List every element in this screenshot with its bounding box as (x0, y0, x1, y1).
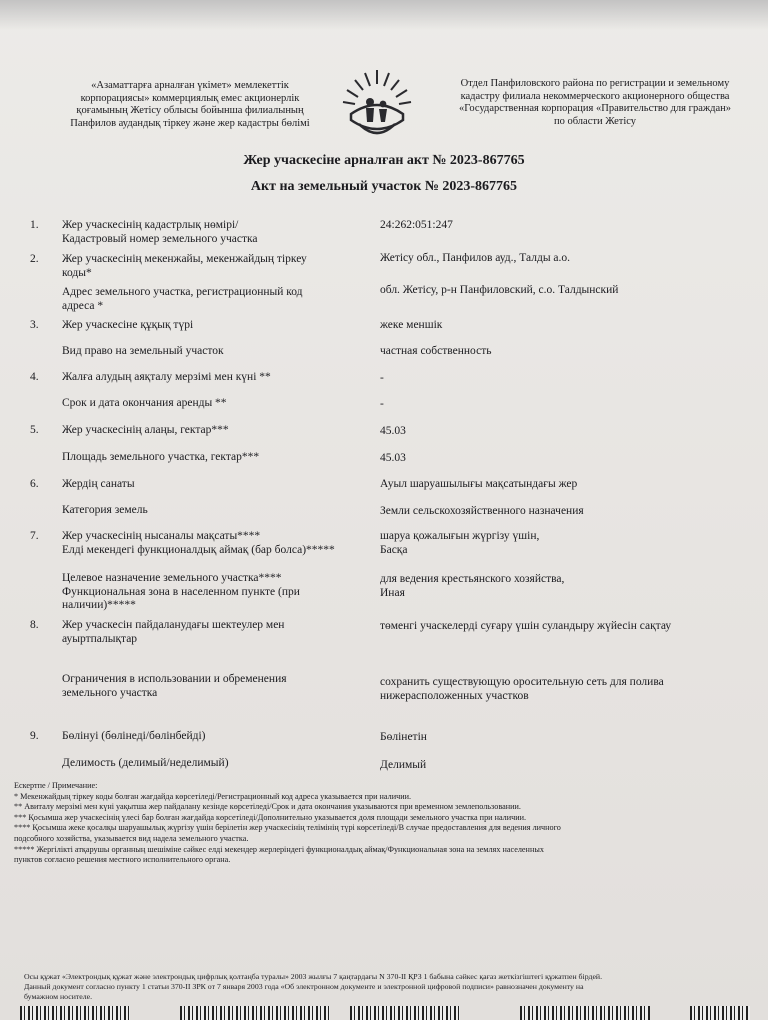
org-ru-line: «Государственная корпорация «Правительство для граждан» (459, 103, 731, 114)
field-label (62, 673, 362, 700)
field-value: 45.03 (380, 452, 406, 464)
field-label: Жер учаскесінің алаңы, гектар*** (62, 424, 229, 436)
field-value: Жетісу обл., Панфилов ауд., Талды а.о. (380, 252, 571, 264)
org-kz-line: «Азаматтарға арналған үкімет» мемлекеттік (91, 80, 289, 91)
org-ru-line: Отдел Панфиловского района по регистрации и земельному (460, 78, 730, 89)
page-shadow (0, 0, 768, 30)
note-line: ** Авиталу мерзімі мен күні уақытша жер пайдалану кезінде көрсетіледі/Срок и дата окончания указываются при временном землепользовании. (14, 802, 521, 812)
field-value: Ауыл шаруашылығы мақсатындағы жер (380, 478, 578, 490)
label-line: ауыртпалықтар (62, 632, 138, 645)
note-line: **** Қосымша жеке қосалқы шаруашылық жүргізу үшін берілетін жер учаскесінің телімінің түрі көрсетіледі/В случае предоставления для ведения личного (14, 823, 561, 833)
qr-code-strip (690, 1006, 750, 1020)
field-label (62, 219, 362, 246)
label-line: Жер учаскесінің нысаналы мақсаты**** (62, 530, 261, 542)
field-label: Вид право на земельный участок (62, 345, 224, 357)
field-label: Жалға алудың аяқталу мерзімі мен күні ** (62, 371, 271, 383)
label-line: Жер учаскесінің мекенжайы, мекенжайдың тіркеу (62, 253, 307, 265)
field-value: Земли сельскохозяйственного назначения (380, 505, 584, 517)
label-line: Функциональная зона в населенном пункте (при (62, 585, 300, 598)
note-line: *** Қосымша жер учаскесінің үлесі бар болған жағдайда көрсетіледі/Дополнительно указывается доля площади земельного участка при наличии. (14, 812, 527, 822)
org-kz-line: корпорациясы» коммерциялық емес акционерлік (80, 92, 300, 104)
field-value (380, 530, 760, 557)
government-logo-icon (337, 66, 417, 146)
value-line: нижерасположенных участков (380, 689, 529, 702)
field-label (62, 530, 362, 557)
row-number: 3. (30, 319, 39, 331)
row-number: 1. (30, 219, 39, 231)
field-value: Делимый (380, 759, 427, 771)
field-value: 24:262:051:247 (380, 219, 453, 231)
field-label: Бөлінуі (бөлінеді/бөлінбейді) (62, 730, 206, 742)
label-line: Адрес земельного участка, регистрационный код (62, 286, 303, 298)
label-line: Жер учаскесін пайдаланудағы шектеулер мен (62, 619, 285, 631)
org-name-ru (440, 78, 750, 128)
row-number: 6. (30, 478, 39, 490)
qr-code-strip (20, 1006, 130, 1020)
footer-line: Данный документ согласно пункту 1 статьи 370-II ЗРК от 7 января 2003 года «Об электронном документе и электронной цифровой подписи» равнозначен документу на (24, 982, 584, 991)
row-number: 4. (30, 371, 39, 383)
org-ru-line: кадастру филиала некоммерческого акционерного общества (460, 90, 730, 102)
label-line: адреса * (62, 299, 104, 312)
footnotes (14, 781, 764, 866)
field-label: Срок и дата окончания аренды ** (62, 397, 227, 409)
row-number: 9. (30, 730, 39, 742)
label-line: Елді мекендегі функционалдық аймақ (бар болса)***** (62, 543, 335, 556)
field-label: Площадь земельного участка, гектар*** (62, 451, 260, 463)
field-label (62, 286, 362, 313)
field-value (380, 573, 760, 600)
label-line: земельного участка (62, 686, 158, 699)
footer-line: Осы құжат «Электрондық құжат және электрондық цифрлық қолтаңба туралы» 2003 жылғы 7 қаңтардағы N 370-II ҚРЗ 1 бабына сәйкес қағаз жеткізгіштегі құжатпен бірдей. (24, 972, 603, 981)
org-ru-line: по области Жетісу (553, 115, 637, 127)
note-line: ***** Жергілікті атқарушы органның шешіміне сәйкес елді мекендер жерлеріндегі функционалдық аймақ/Функциональная зона на землях населенных (14, 844, 544, 854)
note-line: Ескертпе / Примечание: (14, 781, 98, 790)
label-line: наличии)***** (62, 599, 136, 611)
label-line: Жер учаскесінің кадастрлық нөмірі/ (62, 219, 239, 231)
label-line: коды* (62, 266, 92, 279)
org-kz-line: Панфилов аудандық тіркеу және жер кадастры бөлімі (70, 117, 310, 129)
note-line: * Мекенжайдың тіркеу коды болған жағдайда көрсетіледі/Регистрационный код адреса указывается при наличии. (14, 791, 412, 801)
field-label (62, 253, 362, 280)
value-line: для ведения крестьянского хозяйства, (380, 573, 565, 585)
field-value: жеке меншік (380, 319, 443, 331)
org-name-kz (60, 80, 320, 130)
qr-code-strip (180, 1006, 330, 1020)
field-value: - (380, 372, 384, 384)
value-line: Иная (380, 586, 405, 599)
label-line: Кадастровый номер земельного участка (62, 232, 258, 245)
footer-line: бумажном носителе. (24, 992, 93, 1001)
field-value: - (380, 398, 384, 410)
field-label: Жер учаскесіне құқық түрі (62, 319, 194, 331)
field-value: 45.03 (380, 425, 406, 437)
row-number: 2. (30, 253, 39, 265)
label-line: Целевое назначение земельного участка**** (62, 572, 282, 584)
qr-code-strip (350, 1006, 460, 1020)
title-ru: Акт на земельный участок № 2023-867765 (250, 179, 518, 194)
field-value: төменгі учаскелерді суғару үшін суландыру жүйесін сақтау (380, 620, 672, 632)
field-label (62, 619, 362, 646)
row-number: 7. (30, 530, 39, 542)
field-value: Бөлінетін (380, 731, 427, 743)
value-line: шаруа қожалығын жүргізу үшін, (380, 530, 540, 542)
field-label: Категория земель (62, 504, 148, 516)
note-line: пунктов согласно решения местного исполнительного органа. (14, 855, 231, 865)
field-label (62, 572, 362, 613)
field-value (380, 676, 760, 703)
title-kz: Жер учаскесіне арналған акт № 2023-867765 (243, 153, 525, 168)
note-line: подсобного хозяйства, указывается вид надела земельного участка. (14, 833, 249, 843)
field-label: Жердің санаты (62, 478, 135, 490)
field-value: частная собственность (380, 345, 492, 357)
value-line: Басқа (380, 543, 408, 556)
row-number: 5. (30, 424, 39, 436)
org-kz-line: қоғамының Жетісу облысы бойынша филиалының (76, 105, 304, 116)
legal-footer (24, 972, 764, 1002)
value-line: сохранить существующую оросительную сеть для полива (380, 676, 664, 688)
qr-code-strip (520, 1006, 650, 1020)
row-number: 8. (30, 619, 39, 631)
label-line: Ограничения в использовании и обременения (62, 673, 287, 685)
field-value: обл. Жетісу, р-н Панфиловский, с.о. Талдынский (380, 284, 619, 296)
field-label: Делимость (делимый/неделимый) (62, 757, 229, 769)
